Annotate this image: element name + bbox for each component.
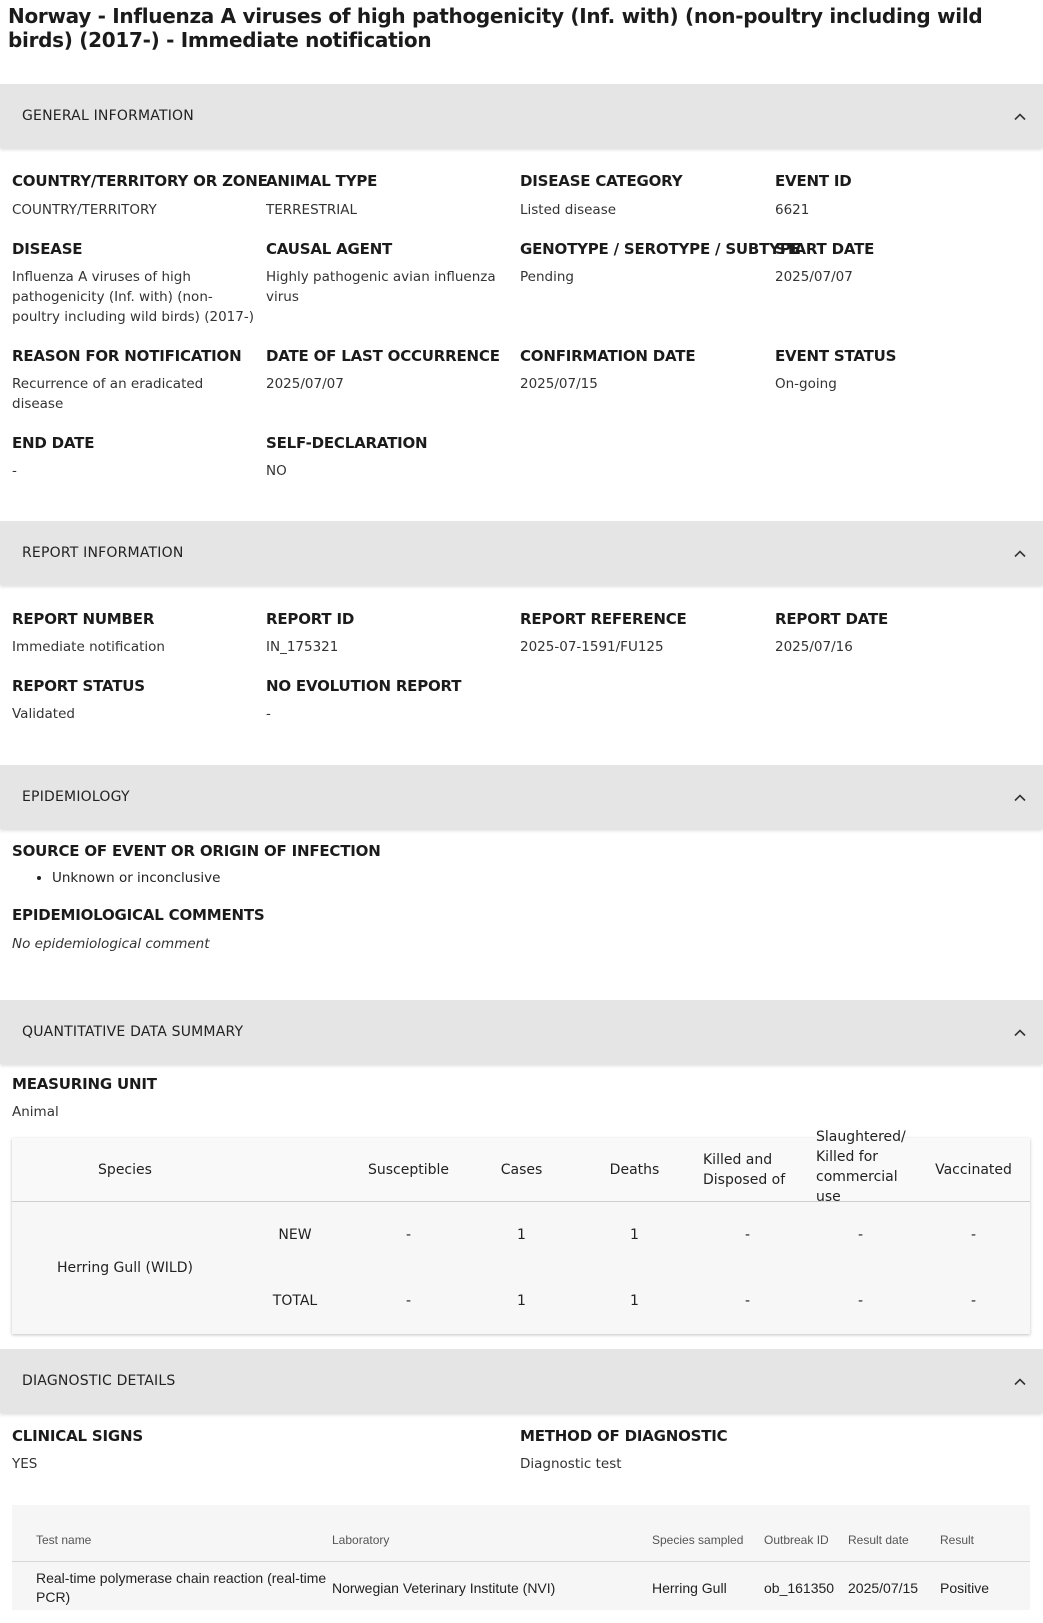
cell-result-date: 2025/07/15 (848, 1580, 919, 1596)
field-label-clinical-signs: CLINICAL SIGNS (12, 1427, 143, 1445)
col-header-cases: Cases (500, 1162, 543, 1178)
diagnostic-table (12, 1505, 1030, 1610)
field-label-last-occurrence: DATE OF LAST OCCURRENCE (266, 347, 500, 365)
col-header-test-name: Test name (36, 1533, 92, 1547)
field-value-self-declaration: NO (266, 463, 287, 479)
table-cell: - (744, 1293, 751, 1309)
field-value-event-status: On-going (775, 376, 837, 392)
field-label-report-date: REPORT DATE (775, 610, 889, 628)
field-value-animal-type: TERRESTRIAL (266, 202, 357, 218)
table-cell: - (970, 1293, 977, 1309)
field-label-genotype: GENOTYPE / SEROTYPE / SUBTYPE (520, 240, 801, 258)
field-label-no-evolution: NO EVOLUTION REPORT (266, 677, 462, 695)
table-cell: - (744, 1227, 751, 1243)
list-item: • Unknown or inconclusive (52, 870, 220, 886)
col-header-result-date: Result date (848, 1533, 909, 1547)
field-label-epi-comments: EPIDEMIOLOGICAL COMMENTS (12, 906, 265, 924)
field-value-last-occurrence: 2025/07/07 (266, 376, 344, 392)
table-cell: - (405, 1227, 412, 1243)
section-title: GENERAL INFORMATION (22, 108, 194, 124)
divider (12, 1561, 1030, 1562)
field-value-start-date: 2025/07/07 (775, 269, 853, 285)
field-value-disease-category: Listed disease (520, 202, 617, 218)
col-header-deaths: Deaths (609, 1162, 660, 1178)
section-header-quantitative-data[interactable] (0, 1000, 1043, 1064)
field-value-reason: Recurrence of an eradicated disease (12, 376, 204, 412)
field-value-disease: Influenza A viruses of high pathogenicity (Inf. with) (non-poultry including wild birds) (2017-) (12, 269, 254, 325)
field-value-clinical-signs: YES (12, 1456, 38, 1472)
field-value-genotype: Pending (520, 269, 574, 285)
field-value-causal-agent: Highly pathogenic avian influenza virus (266, 269, 496, 305)
field-value-end-date: - (12, 463, 17, 479)
col-header-laboratory: Laboratory (332, 1533, 390, 1547)
field-value-event-id: 6621 (775, 202, 810, 218)
section-header-report-information[interactable] (0, 521, 1043, 585)
field-value-confirmation-date: 2025/07/15 (520, 376, 598, 392)
field-value-method-diagnostic: Diagnostic test (520, 1456, 622, 1472)
source-list (12, 870, 220, 886)
page-title: Norway - Influenza A viruses of high pathogenicity (Inf. with) (non-poultry including wild birds) (2017-) - Immediate notification (8, 4, 983, 52)
table-cell: 1 (517, 1293, 526, 1309)
table-cell: 1 (630, 1227, 639, 1243)
section-header-general-information[interactable] (0, 84, 1043, 148)
col-header-result: Result (940, 1533, 975, 1547)
cell-laboratory: Norwegian Veterinary Institute (NVI) (332, 1580, 556, 1596)
field-value-report-status: Validated (12, 706, 75, 722)
field-label-report-id: REPORT ID (266, 610, 355, 628)
row-label-total: TOTAL (272, 1293, 318, 1309)
section-header-diagnostic-details[interactable] (0, 1349, 1043, 1413)
section-title: EPIDEMIOLOGY (22, 789, 130, 805)
field-label-report-status: REPORT STATUS (12, 677, 145, 695)
field-label-end-date: END DATE (12, 434, 95, 452)
col-header-outbreak-id: Outbreak ID (764, 1533, 829, 1547)
field-value-country: COUNTRY/TERRITORY (12, 202, 157, 218)
species-cell: Herring Gull (WILD) (57, 1260, 193, 1276)
chevron-up-icon[interactable] (1011, 107, 1029, 125)
table-cell: - (857, 1293, 864, 1309)
col-header-vaccinated: Vaccinated (935, 1162, 1012, 1178)
field-value-report-reference: 2025-07-1591/FU125 (520, 639, 664, 655)
table-cell: - (857, 1227, 864, 1243)
field-label-measuring-unit: MEASURING UNIT (12, 1075, 157, 1093)
chevron-up-icon[interactable] (1011, 788, 1029, 806)
field-label-disease: DISEASE (12, 240, 83, 258)
field-label-start-date: START DATE (775, 240, 875, 258)
field-label-reason: REASON FOR NOTIFICATION (12, 347, 242, 365)
table-cell: - (405, 1293, 412, 1309)
field-label-report-reference: REPORT REFERENCE (520, 610, 687, 628)
table-header (12, 1129, 1030, 1205)
field-value-report-number: Immediate notification (12, 639, 165, 655)
col-header-slaughtered (804, 1129, 917, 1205)
field-value-report-id: IN_175321 (266, 639, 339, 655)
field-label-method-diagnostic: METHOD OF DIAGNOSTIC (520, 1427, 728, 1445)
field-value-report-date: 2025/07/16 (775, 639, 853, 655)
field-label-self-declaration: SELF-DECLARATION (266, 434, 428, 452)
section-title: REPORT INFORMATION (22, 545, 184, 561)
cell-result: Positive (940, 1580, 990, 1596)
field-value-measuring-unit: Animal (12, 1104, 59, 1120)
field-value-epi-comments: No epidemiological comment (12, 936, 210, 952)
col-header-slaughtered-text: Slaughtered/ Killed for commercial use (816, 1129, 906, 1205)
field-label-event-id: EVENT ID (775, 172, 852, 190)
cell-outbreak-id: ob_161350 (764, 1580, 835, 1596)
col-header-killed: Killed and Disposed of (703, 1152, 786, 1188)
field-label-confirmation-date: CONFIRMATION DATE (520, 347, 696, 365)
col-header-species-sampled: Species sampled (652, 1533, 744, 1547)
table-cell: 1 (517, 1227, 526, 1243)
chevron-up-icon[interactable] (1011, 544, 1029, 562)
field-value-no-evolution: - (266, 706, 271, 722)
section-title: QUANTITATIVE DATA SUMMARY (22, 1024, 244, 1040)
section-title: DIAGNOSTIC DETAILS (22, 1373, 176, 1389)
field-label-event-status: EVENT STATUS (775, 347, 897, 365)
cell-species-sampled: Herring Gull (652, 1580, 727, 1596)
field-label-country: COUNTRY/TERRITORY OR ZONE (12, 172, 268, 190)
section-header-epidemiology[interactable] (0, 765, 1043, 829)
row-label-new: NEW (278, 1227, 312, 1243)
col-header-susceptible: Susceptible (367, 1162, 450, 1178)
quantitative-data-table (12, 1129, 1030, 1334)
cell-test-name: Real-time polymerase chain reaction (real-time PCR) (36, 1570, 327, 1605)
field-label-animal-type: ANIMAL TYPE (266, 172, 378, 190)
field-label-report-number: REPORT NUMBER (12, 610, 155, 628)
field-label-disease-category: DISEASE CATEGORY (520, 172, 683, 190)
table-cell: 1 (630, 1293, 639, 1309)
chevron-up-icon[interactable] (1011, 1023, 1029, 1041)
field-label-source: SOURCE OF EVENT OR ORIGIN OF INFECTION (12, 842, 381, 860)
table-cell: - (970, 1227, 977, 1243)
field-label-causal-agent: CAUSAL AGENT (266, 240, 393, 258)
chevron-up-icon[interactable] (1011, 1372, 1029, 1390)
col-header-species: Species (98, 1162, 152, 1178)
